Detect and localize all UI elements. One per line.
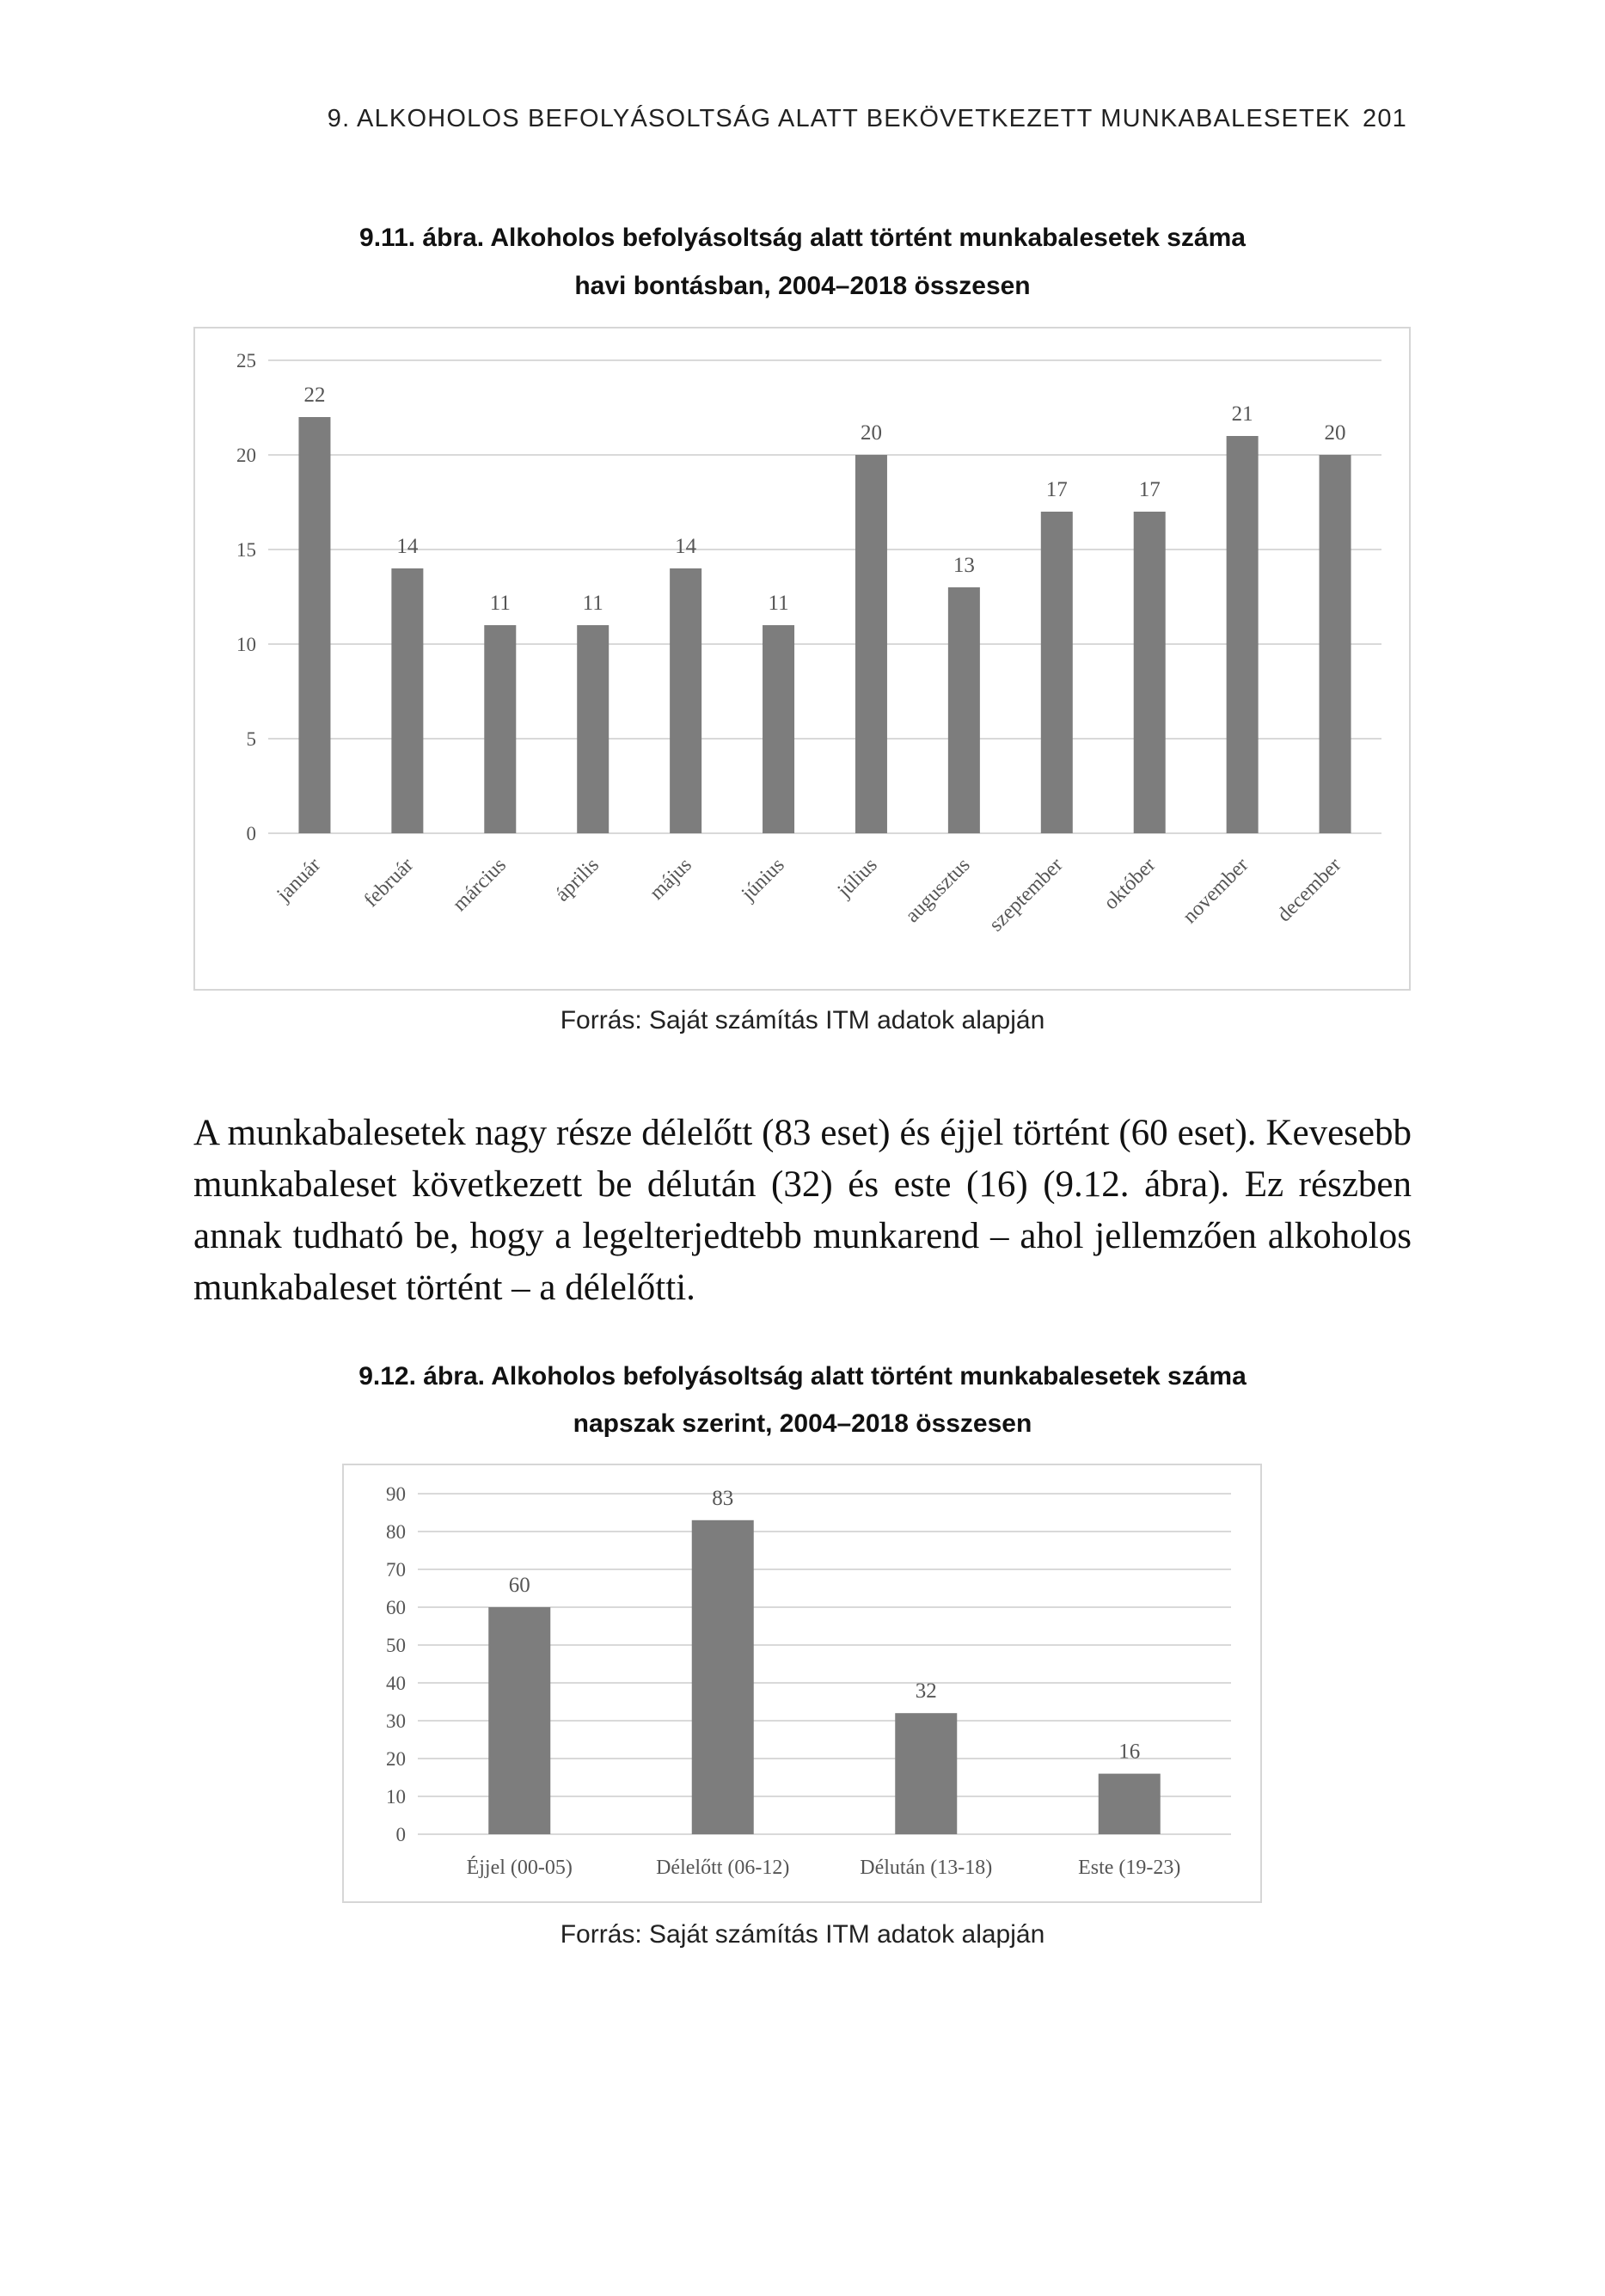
monthly-data-label: 20 [860,421,882,445]
monthly-data-label: 14 [675,535,697,558]
daypart-data-label: 16 [1118,1740,1141,1764]
monthly-category-label: május [645,853,696,905]
figure2-title-line1: 9.12. ábra. Alkoholos befolyásoltság alatt történt munkabalesetek száma [358,1362,1247,1390]
monthly-bar [391,568,423,833]
daypart-ytick-label: 30 [386,1710,406,1732]
monthly-bar [1134,512,1166,833]
monthly-bar [577,625,609,833]
monthly-category-label: január [273,853,326,906]
monthly-data-label: 11 [582,592,603,615]
daypart-data-label: 60 [508,1574,530,1597]
monthly-data-label: 13 [953,554,975,577]
daypart-bar [488,1607,550,1834]
daypart-data-label: 83 [712,1486,734,1510]
daypart-ytick-label: 80 [386,1521,406,1543]
daypart-ytick-label: 90 [386,1483,406,1505]
daypart-bar [1099,1774,1161,1834]
daypart-category-label: Délelőtt (06-12) [656,1857,790,1879]
monthly-data-label: 17 [1045,478,1068,501]
monthly-bar [484,625,516,833]
running-header-title: 9. ALKOHOLOS BEFOLYÁSOLTSÁG ALATT BEKÖVETKEZETT MUNKABALESETEK [327,105,1351,132]
monthly-ytick-label: 10 [236,634,256,655]
figure2-source: Forrás: Saját számítás ITM adatok alapján [560,1920,1045,1949]
running-header [328,105,1407,133]
daypart-ytick-label: 60 [386,1597,406,1618]
body-paragraph: A munkabalesetek nagy része délelőtt (83 eset) és éjjel történt (60 eset). Kevesebb munkabaleset következett be délután (32) és este (16) (9.12. ábra). Ez részben annak tudható be, hogy a legelterjedtebb munkarend – ahol jellemzően alkoholos munkabaleset történt – a délelőtti. [193,1113,1412,1308]
monthly-ytick-label: 20 [236,445,256,466]
monthly-bar [855,455,887,833]
daypart-bar-chart [344,1465,1260,1901]
daypart-ytick-label: 20 [386,1748,406,1770]
monthly-category-label: december [1272,853,1346,927]
monthly-data-label: 11 [768,592,789,615]
monthly-category-label: február [359,853,419,912]
monthly-bar [1041,512,1073,833]
daypart-bar [895,1713,957,1834]
figure1-source: Forrás: Saját számítás ITM adatok alapján [560,1006,1045,1034]
figure1-title-line2: havi bontásban, 2004–2018 összesen [574,272,1031,300]
daypart-bar [692,1520,754,1834]
monthly-ytick-label: 25 [236,350,256,371]
monthly-data-label: 17 [1138,478,1161,501]
monthly-data-label: 14 [396,535,419,558]
monthly-category-label: október [1100,853,1161,915]
monthly-ytick-label: 0 [246,823,256,844]
monthly-data-label: 21 [1231,402,1253,426]
figure1-chart-frame [193,327,1411,991]
monthly-ytick-label: 15 [236,539,256,561]
monthly-bar [948,587,980,833]
monthly-bar [1320,455,1351,833]
monthly-data-label: 20 [1324,421,1346,445]
monthly-category-label: szeptember [984,853,1068,936]
figure1-title-line1: 9.11. ábra. Alkoholos befolyásoltság alatt történt munkabalesetek száma [359,224,1246,252]
monthly-data-label: 11 [489,592,511,615]
figure2-chart-frame [342,1464,1262,1903]
monthly-category-label: április [551,853,603,906]
monthly-ytick-label: 5 [246,728,256,750]
daypart-ytick-label: 40 [386,1673,406,1694]
daypart-ytick-label: 10 [386,1786,406,1808]
daypart-ytick-label: 0 [395,1824,406,1845]
monthly-category-label: november [1179,853,1253,929]
monthly-category-label: június [737,853,789,906]
monthly-data-label: 22 [303,384,326,407]
monthly-category-label: augusztus [901,853,975,928]
monthly-bar-chart [195,328,1409,989]
daypart-category-label: Éjjel (00-05) [466,1857,573,1879]
daypart-ytick-label: 70 [386,1559,406,1581]
daypart-category-label: Délután (13-18) [860,1857,993,1879]
monthly-bar [1227,436,1259,833]
daypart-data-label: 32 [915,1679,937,1704]
monthly-bar [298,417,330,833]
figure2-title-line2: napszak szerint, 2004–2018 összesen [573,1409,1032,1438]
monthly-bar [670,568,701,833]
daypart-ytick-label: 50 [386,1635,406,1656]
daypart-category-label: Este (19-23) [1078,1857,1181,1879]
monthly-category-label: március [448,853,512,916]
monthly-bar [763,625,794,833]
page-number: 201 [1363,105,1407,132]
monthly-category-label: július [833,853,882,902]
